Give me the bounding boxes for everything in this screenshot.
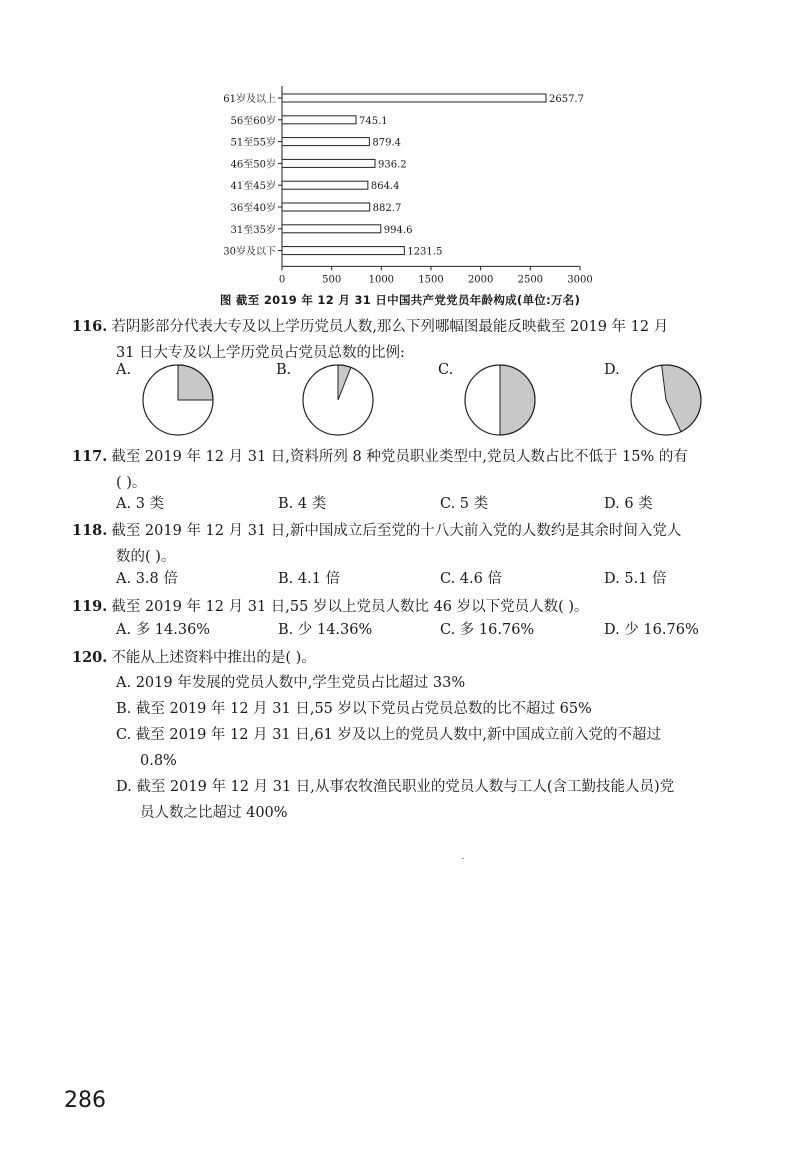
question-text: 不能从上述资料中推出的是( )。	[111, 650, 316, 666]
chart-caption: 图 截至 2019 年 12 月 31 日中国共产党党员年龄构成(单位:万名)	[219, 293, 581, 307]
option-a[interactable]: A. 2019 年发展的党员人数中,学生党员占比超过 33%	[116, 675, 466, 691]
category-label: 31至35岁	[230, 224, 276, 236]
question-number: 118.	[72, 522, 108, 539]
option-letter: A.	[116, 362, 132, 378]
pie-chart	[298, 360, 378, 440]
shaded-sector	[662, 365, 701, 432]
option-c-line1: C. 截至 2019 年 12 月 31 日,61 岁及以上的党员人数中,新中国成立前入党的不超过	[116, 727, 662, 743]
option-a[interactable]: A. 3 类	[116, 496, 165, 512]
shaded-sector	[338, 365, 351, 400]
option-c[interactable]: C. 5 类	[440, 496, 489, 512]
option-c[interactable]	[116, 722, 756, 774]
pie-chart	[138, 360, 218, 440]
question-118	[72, 518, 752, 570]
x-tick-label: 500	[322, 274, 342, 286]
option-d[interactable]	[116, 774, 756, 826]
x-tick-label: 3000	[567, 274, 593, 286]
option-c-line2: 0.8%	[140, 753, 177, 769]
category-label: 56至60岁	[230, 115, 276, 127]
value-label: 879.4	[372, 137, 401, 149]
value-label: 994.6	[383, 224, 413, 236]
question-text: 截至 2019 年 12 月 31 日,资料所列 8 种党员职业类型中,党员人数占比不低于 15% 的有	[111, 449, 688, 465]
options-120	[116, 670, 756, 826]
bar	[282, 181, 368, 189]
option-d-line1: D. 截至 2019 年 12 月 31 日,从事农牧渔民职业的党员人数与工人(含工勤技能人员)党	[116, 779, 675, 795]
question-119	[72, 594, 752, 620]
category-label: 61岁及以上	[223, 94, 276, 105]
option-a[interactable]: A. 3.8 倍	[116, 571, 178, 587]
question-number: 117.	[72, 448, 108, 465]
question-text: 截至 2019 年 12 月 31 日,55 岁以上党员人数比 46 岁以下党员人数( )。	[111, 599, 589, 615]
question-117	[72, 444, 752, 496]
page-number: 286	[64, 1088, 106, 1113]
bar	[282, 116, 356, 124]
option-b[interactable]: B. 4 类	[278, 496, 327, 512]
value-label: 745.1	[359, 115, 388, 127]
option-c[interactable]: C. 4.6 倍	[440, 571, 502, 587]
age-composition-bar-chart	[180, 80, 620, 288]
question-number: 119.	[72, 598, 108, 615]
shaded-sector	[500, 365, 535, 435]
option-b[interactable]: B. 少 14.36%	[278, 622, 373, 638]
category-label: 41至45岁	[230, 181, 276, 193]
option-d[interactable]: D. 5.1 倍	[604, 571, 667, 587]
value-label: 1231.5	[407, 246, 443, 258]
option-a[interactable]: A. 多 14.36%	[116, 622, 211, 638]
value-label: 864.4	[370, 181, 400, 193]
option-d[interactable]: D. 6 类	[604, 496, 653, 512]
option-letter: B.	[276, 362, 292, 378]
pie-chart	[626, 360, 706, 440]
category-label: 51至55岁	[230, 137, 276, 149]
option-d-line2: 员人数之比超过 400%	[140, 805, 288, 821]
option-b[interactable]: B. 截至 2019 年 12 月 31 日,55 岁以下党员占党员总数的比不超过 65%	[116, 701, 592, 717]
bar	[282, 225, 381, 233]
value-label: 936.2	[377, 159, 407, 171]
category-label: 36至40岁	[230, 203, 276, 214]
x-tick-label: 1000	[368, 274, 395, 286]
category-label: 46至50岁	[230, 159, 276, 171]
option-b[interactable]: B. 4.1 倍	[278, 571, 341, 587]
question-116	[72, 314, 752, 366]
question-number: 116.	[72, 318, 108, 335]
question-number: 120.	[72, 649, 108, 666]
bar	[282, 159, 375, 167]
value-label: 2657.7	[548, 94, 584, 105]
pie-chart	[460, 360, 540, 440]
bar	[282, 94, 546, 102]
question-text-line2: 31 日大专及以上学历党员占党员总数的比例:	[116, 345, 405, 361]
option-letter: C.	[438, 362, 454, 378]
option-letter: D.	[604, 362, 620, 378]
question-text-line2: 数的( )。	[116, 549, 176, 565]
x-tick-label: 2000	[467, 274, 494, 286]
option-d[interactable]: D. 少 16.76%	[604, 622, 699, 638]
question-text-line2: ( )。	[116, 475, 147, 491]
scan-speck	[462, 858, 464, 859]
question-text: 若阴影部分代表大专及以上学历党员人数,那么下列哪幅图最能反映截至 2019 年 12 月	[111, 319, 669, 335]
question-text: 截至 2019 年 12 月 31 日,新中国成立后至党的十八大前入党的人数约是其余时间入党人	[111, 523, 682, 539]
x-tick-label: 1500	[418, 274, 444, 286]
x-tick-label: 2500	[517, 274, 544, 286]
question-120	[72, 645, 752, 671]
category-label: 30岁及以下	[223, 246, 276, 258]
bar	[282, 247, 404, 255]
value-label: 882.7	[372, 203, 402, 214]
x-tick-label: 0	[278, 274, 286, 286]
bar	[282, 138, 369, 146]
bar	[282, 203, 370, 211]
option-c[interactable]: C. 多 16.76%	[440, 622, 535, 638]
